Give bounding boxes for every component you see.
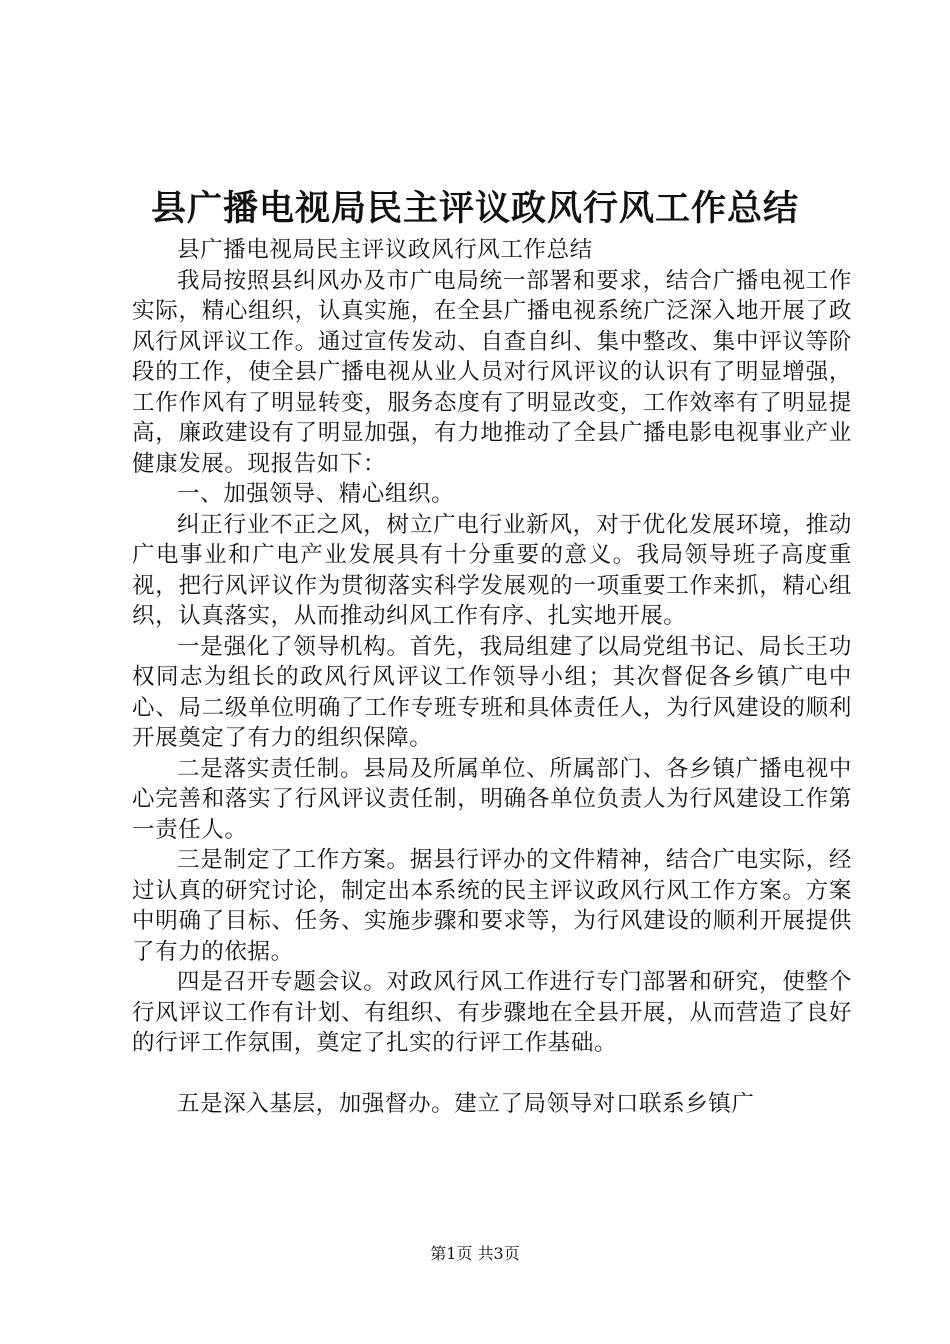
document-body [132, 235, 852, 1119]
page-number-footer: 第1页 共3页 [430, 1244, 520, 1263]
paragraph-point-1: 一是强化了领导机构。首先，我局组建了以局党组书记、局长王功权同志为组长的政风行风评议工作领导小组；其次督促各乡镇广电中心、局二级单位明确了工作专班专班和具体责任人，为行风建设的顺利开展奠定了有力的组织保障。 [132, 633, 852, 751]
paragraph-subtitle: 县广播电视局民主评议政风行风工作总结 [177, 237, 593, 263]
paragraph-intro: 我局按照县纠风办及市广电局统一部署和要求，结合广播电视工作实际，精心组织，认真实施，在全县广播电视系统广泛深入地开展了政风行风评议工作。通过宣传发动、自查自纠、集中整改、集中评议等阶段的工作，使全县广播电视从业人员对行风评议的认识有了明显增强，工作作风有了明显转变，服务态度有了明显改变，工作效率有了明显提高，廉政建设有了明显加强，有力地推动了全县广播电影电视事业产业健康发展。现报告如下： [132, 267, 852, 477]
section-heading-1: 一、加强领导、精心组织。 [177, 481, 455, 507]
paragraph-point-5: 五是深入基层，加强督办。建立了局领导对口联系乡镇广 [177, 1090, 755, 1117]
paragraph-point-4: 四是召开专题会议。对政风行风工作进行专门部署和研究，使整个行风评议工作有计划、有组织、有步骤地在全县开展，从而营造了良好的行评工作氛围，奠定了扎实的行评工作基础。 [132, 969, 852, 1056]
document-title: 县广播电视局民主评议政风行风工作总结 [150, 188, 799, 229]
paragraph-point-3: 三是制定了工作方案。据县行评办的文件精神，结合广电实际，经过认真的研究讨论，制定出本系统的民主评议政风行风工作方案。方案中明确了目标、任务、实施步骤和要求等，为行风建设的顺利开展提供了有力的依据。 [132, 847, 852, 965]
paragraph-section-1: 纠正行业不正之风，树立广电行业新风，对于优化发展环境，推动广电事业和广电产业发展具有十分重要的意义。我局领导班子高度重视，把行风评议作为贯彻落实科学发展观的一项重要工作来抓，精心组织，认真落实，从而推动纠风工作有序、扎实地开展。 [132, 511, 852, 629]
paragraph-point-2: 二是落实责任制。县局及所属单位、所属部门、各乡镇广播电视中心完善和落实了行风评议责任制，明确各单位负责人为行风建设工作第一责任人。 [132, 755, 852, 843]
